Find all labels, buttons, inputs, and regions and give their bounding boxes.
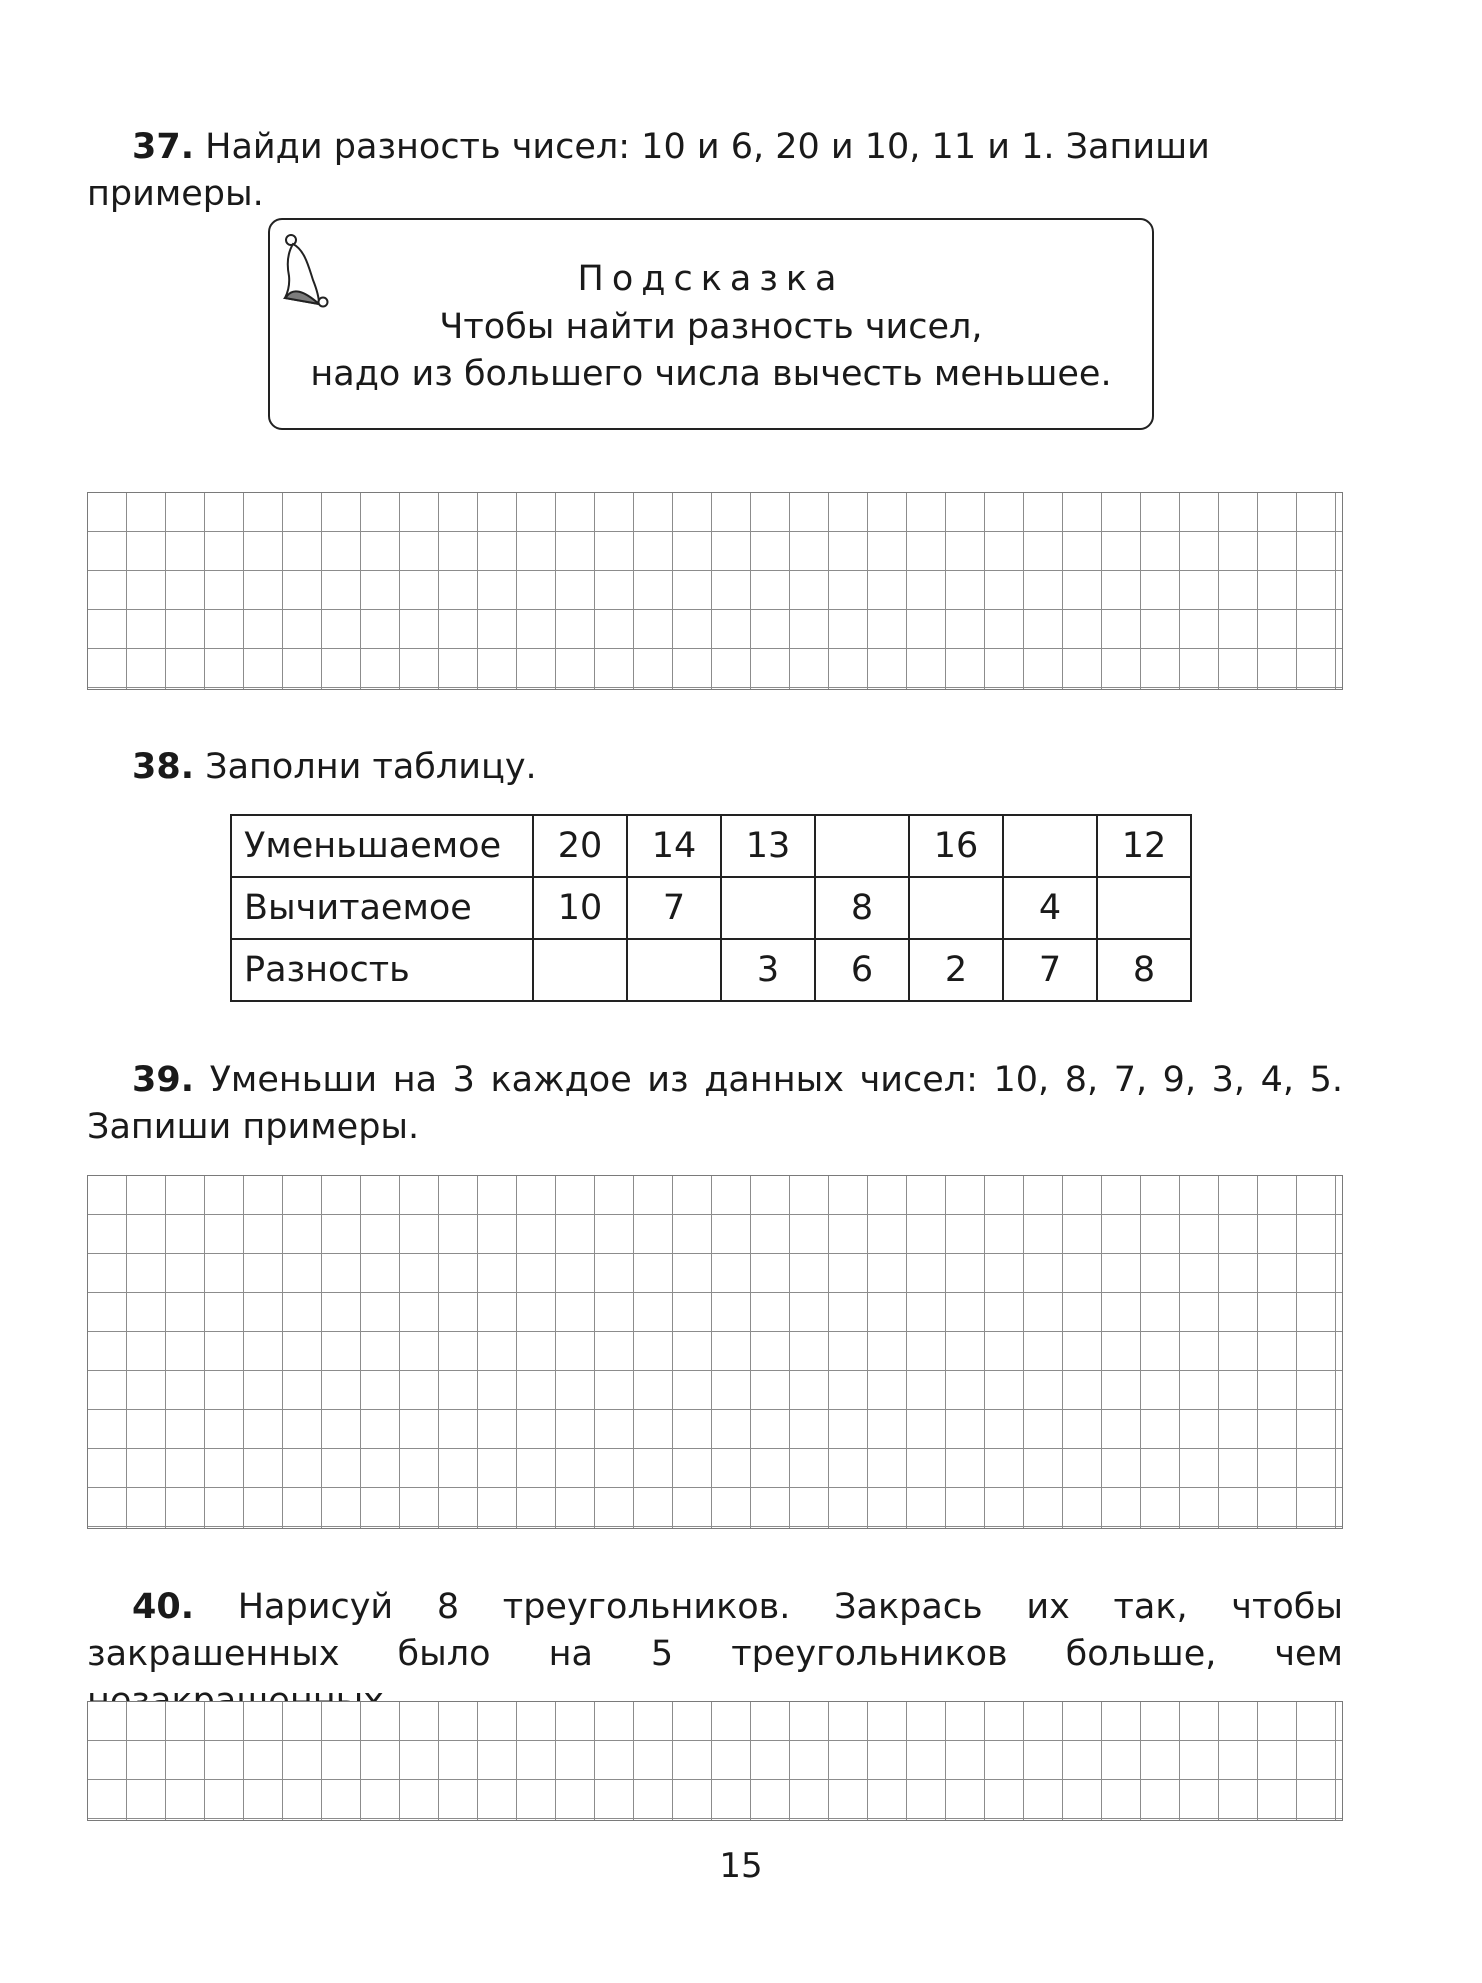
table-cell: 7 [1003,939,1097,1001]
table-cell-empty[interactable] [627,939,721,1001]
table-cell: 3 [721,939,815,1001]
table-cell: 20 [533,815,627,877]
row-label: Вычитаемое [231,877,533,939]
task-text: Найди разность чисел: 10 и 6, 20 и 10, 11 и 1. Запиши примеры. [87,127,1210,214]
task-text: Заполни таблицу. [205,747,537,787]
hint-line-2: надо из большего числа вычесть меньшее. [310,354,1112,394]
task-37 [87,124,1343,218]
task-text: Уменьши на 3 каждое из данных чисел: 10, 8, 7, 9, 3, 4, 5. Запиши примеры. [87,1060,1343,1147]
table-cell: 10 [533,877,627,939]
table-cell: 14 [627,815,721,877]
table-row-minuend [231,815,1191,877]
row-label: Разность [231,939,533,1001]
table-row-difference [231,939,1191,1001]
task-38 [87,744,1343,791]
table-cell-empty[interactable] [815,815,909,877]
task-number: 40. [132,1587,195,1627]
table-row-subtrahend [231,877,1191,939]
hint-box [268,218,1154,430]
writing-grid-40[interactable] [87,1701,1343,1821]
table-cell-empty[interactable] [721,877,815,939]
writing-grid-37[interactable] [87,492,1343,690]
table-cell: 16 [909,815,1003,877]
table-cell: 13 [721,815,815,877]
table-cell-empty[interactable] [1003,815,1097,877]
task-39 [87,1057,1343,1151]
table-cell: 8 [815,877,909,939]
table-cell: 2 [909,939,1003,1001]
table-cell-empty[interactable] [909,877,1003,939]
hint-line-1: Чтобы найти разность чисел, [439,307,983,347]
subtraction-table [230,814,1192,1002]
bell-icon [279,232,341,308]
task-text: Нарисуй 8 треугольников. Закрась их так, чтобы закрашенных было на 5 треугольников больше, чем [87,1587,1343,1674]
task-number: 39. [132,1060,195,1100]
task-number: 37. [132,127,195,167]
page-number: 15 [719,1846,763,1886]
task-number: 38. [132,747,195,787]
table-cell: 7 [627,877,721,939]
hint-title: Подсказка [577,259,845,299]
table-cell: 12 [1097,815,1191,877]
table-cell: 4 [1003,877,1097,939]
writing-grid-39[interactable] [87,1175,1343,1529]
table-cell: 6 [815,939,909,1001]
table-cell-empty[interactable] [1097,877,1191,939]
table-cell-empty[interactable] [533,939,627,1001]
table-cell: 8 [1097,939,1191,1001]
row-label: Уменьшаемое [231,815,533,877]
